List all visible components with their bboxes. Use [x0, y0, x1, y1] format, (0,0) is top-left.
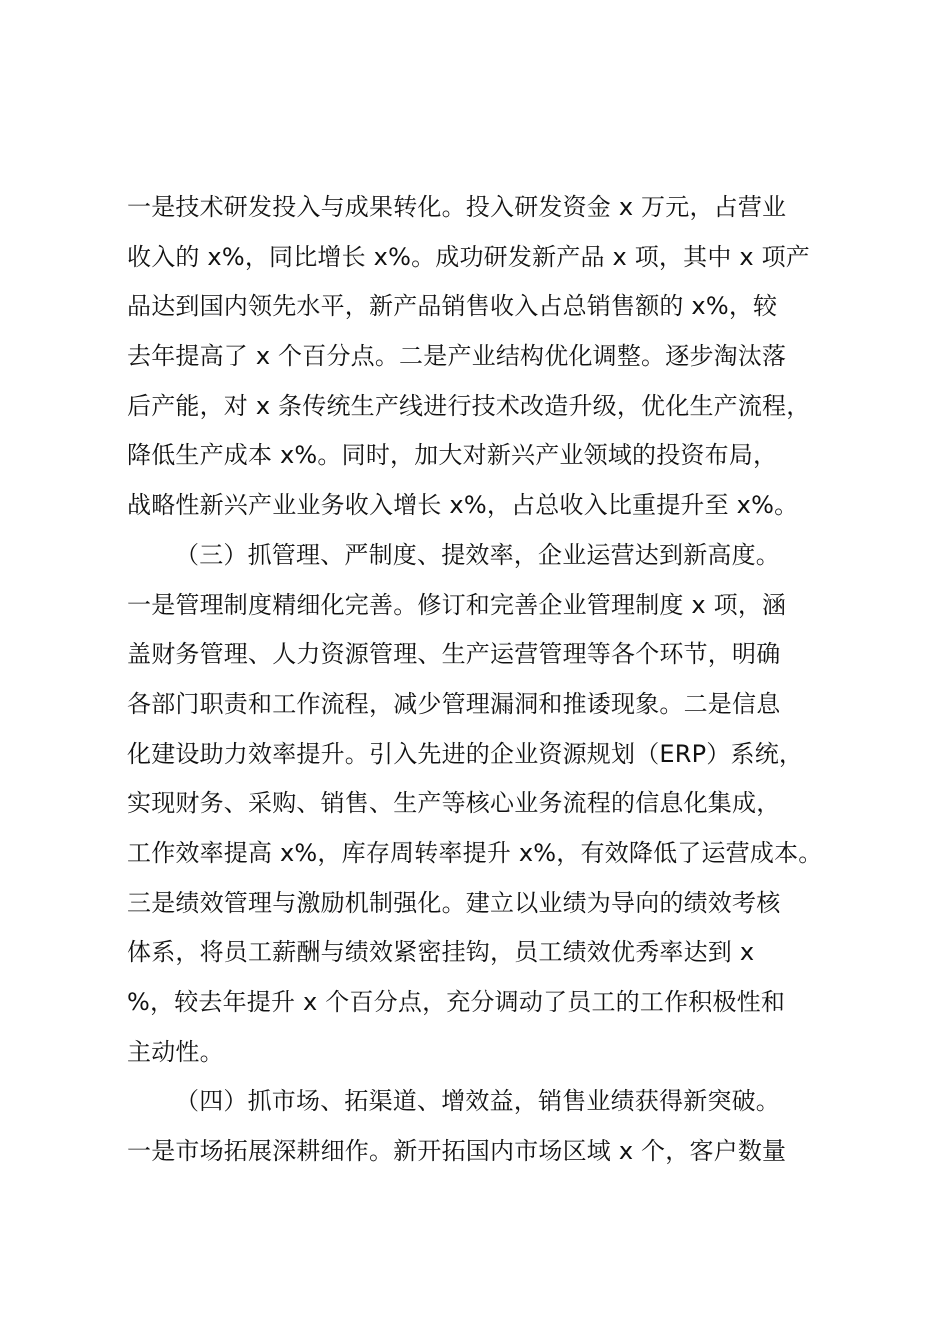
paragraph-line: 三是绩效管理与激励机制强化。建立以业绩为导向的绩效考核 [127, 888, 781, 917]
paragraph-line: 体系，将员工薪酬与绩效紧密挂钩，员工绩效优秀率达到 x [127, 938, 755, 967]
paragraph-line: 一是市场拓展深耕细作。新开拓国内市场区域 x 个，客户数量 [127, 1137, 787, 1166]
paragraph-line: 降低生产成本 x%。同时，加大对新兴产业领域的投资布局， [127, 441, 778, 470]
paragraph-line: 化建设助力效率提升。引入先进的企业资源规划（ERP）系统， [127, 739, 804, 768]
section-heading-4: （四）抓市场、拓渠道、增效益，销售业绩获得新突破。 [175, 1087, 780, 1116]
paragraph-line: 主动性。 [127, 1037, 224, 1066]
paragraph-line: 一是管理制度精细化完善。修订和完善企业管理制度 x 项，涵 [127, 590, 787, 619]
paragraph-line: 各部门职责和工作流程，减少管理漏洞和推诿现象。二是信息 [127, 689, 781, 718]
paragraph-line: 后产能，对 x 条传统生产线进行技术改造升级，优化生产流程， [127, 391, 811, 420]
paragraph-line: 战略性新兴产业业务收入增长 x%，占总收入比重提升至 x%。 [127, 491, 799, 520]
paragraph-line: 盖财务管理、人力资源管理、生产运营管理等各个环节，明确 [127, 640, 781, 669]
document-body [127, 183, 867, 1177]
paragraph-line: 工作效率提高 x%，库存周转率提升 x%，有效降低了运营成本。 [127, 838, 823, 867]
paragraph-line: 收入的 x%，同比增长 x%。成功研发新产品 x 项，其中 x 项产 [127, 242, 810, 271]
paragraph-line: 去年提高了 x 个百分点。二是产业结构优化调整。逐步淘汰落 [127, 342, 787, 371]
paragraph-line: 品达到国内领先水平，新产品销售收入占总销售额的 x%，较 [127, 292, 778, 321]
section-heading-3: （三）抓管理、严制度、提效率，企业运营达到新高度。 [175, 540, 780, 569]
paragraph-line: %，较去年提升 x 个百分点，充分调动了员工的工作积极性和 [127, 988, 786, 1016]
paragraph-line: 实现财务、采购、销售、生产等核心业务流程的信息化集成， [127, 789, 781, 818]
paragraph-line: 一是技术研发投入与成果转化。投入研发资金 x 万元，占营业 [127, 193, 787, 221]
